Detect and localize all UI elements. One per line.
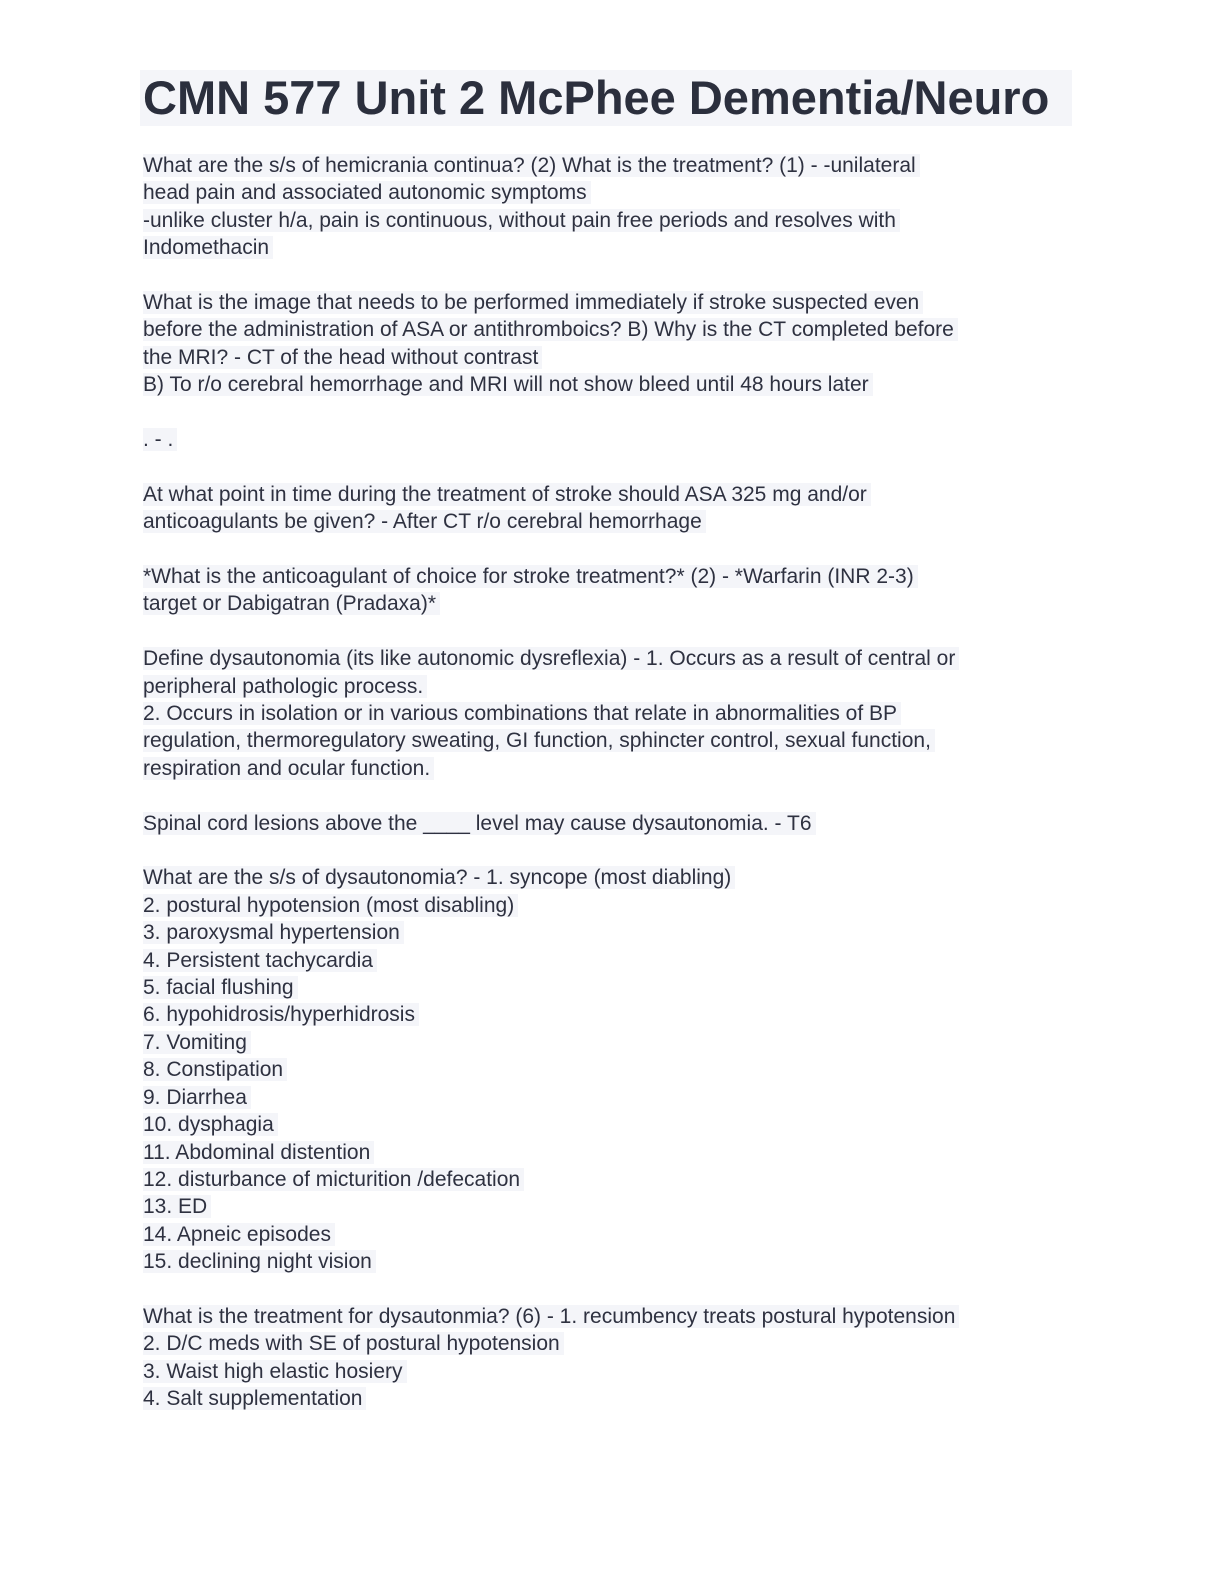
list-item: 6. hypohidrosis/hyperhidrosis — [143, 1003, 419, 1026]
list-item: 3. Waist high elastic hosiery — [143, 1360, 407, 1383]
list-item: 4. Salt supplementation — [143, 1387, 366, 1410]
text-line: Spinal cord lesions above the ____ level may cause dysautonomia. - T6 — [143, 812, 816, 835]
list-item: 2. postural hypotension (most disabling) — [143, 894, 518, 917]
text-line: *What is the anticoagulant of choice for stroke treatment?* (2) - *Warfarin (INR 2-3) — [143, 565, 918, 588]
text-line: head pain and associated autonomic symptoms — [143, 181, 591, 204]
text-line: B) To r/o cerebral hemorrhage and MRI will not show bleed until 48 hours later — [143, 373, 873, 396]
list-item: 11. Abdominal distention — [143, 1141, 374, 1164]
text-line: peripheral pathologic process. — [143, 675, 427, 698]
qa-hemicrania-continua — [143, 152, 1083, 262]
text-line: What are the s/s of dysautonomia? - 1. syncope (most diabling) — [143, 866, 735, 889]
list-item: 3. paroxysmal hypertension — [143, 921, 404, 944]
text-line: What are the s/s of hemicrania continua? (2) What is the treatment? (1) - -unilateral — [143, 154, 920, 177]
text-line: regulation, thermoregulatory sweating, GI function, sphincter control, sexual function, — [143, 729, 935, 752]
list-item: 12. disturbance of micturition /defecation — [143, 1168, 524, 1191]
list-item: 5. facial flushing — [143, 976, 298, 999]
list-item: 2. D/C meds with SE of postural hypotension — [143, 1332, 564, 1355]
text-line: Indomethacin — [143, 236, 273, 259]
text-line: 2. Occurs in isolation or in various combinations that relate in abnormalities of BP — [143, 702, 901, 725]
text-line: At what point in time during the treatment of stroke should ASA 325 mg and/or — [143, 483, 871, 506]
list-item: 9. Diarrhea — [143, 1086, 251, 1109]
text-line: respiration and ocular function. — [143, 757, 434, 780]
list-item: 15. declining night vision — [143, 1250, 376, 1273]
qa-define-dysautonomia — [143, 645, 1083, 782]
list-item: 4. Persistent tachycardia — [143, 949, 377, 972]
list-item: 14. Apneic episodes — [143, 1223, 335, 1246]
text-line: . - . — [143, 428, 177, 451]
text-line: Define dysautonomia (its like autonomic dysreflexia) - 1. Occurs as a result of central or — [143, 647, 959, 670]
qa-spinal-cord-level — [143, 810, 1083, 837]
text-line: the MRI? - CT of the head without contrast — [143, 346, 542, 369]
list-item: 10. dysphagia — [143, 1113, 278, 1136]
qa-asa-timing — [143, 481, 1083, 536]
qa-dysautonomia-treatment — [143, 1303, 1083, 1413]
document-body — [143, 152, 1083, 1440]
text-line: target or Dabigatran (Pradaxa)* — [143, 592, 440, 615]
text-line: What is the image that needs to be performed immediately if stroke suspected even — [143, 291, 923, 314]
text-line: -unlike cluster h/a, pain is continuous, without pain free periods and resolves with — [143, 209, 900, 232]
text-line: anticoagulants be given? - After CT r/o cerebral hemorrhage — [143, 510, 706, 533]
list-item: 7. Vomiting — [143, 1031, 251, 1054]
qa-anticoagulant-choice — [143, 563, 1083, 618]
list-item: 13. ED — [143, 1195, 211, 1218]
list-item: 8. Constipation — [143, 1058, 287, 1081]
qa-stroke-imaging — [143, 289, 1083, 399]
separator-text — [143, 426, 1083, 453]
qa-dysautonomia-signs — [143, 864, 1083, 1275]
document-title: CMN 577 Unit 2 McPhee Dementia/Neuro — [140, 70, 1072, 126]
text-line: What is the treatment for dysautonmia? (6) - 1. recumbency treats postural hypotension — [143, 1305, 959, 1328]
text-line: before the administration of ASA or antithromboics? B) Why is the CT completed before — [143, 318, 958, 341]
